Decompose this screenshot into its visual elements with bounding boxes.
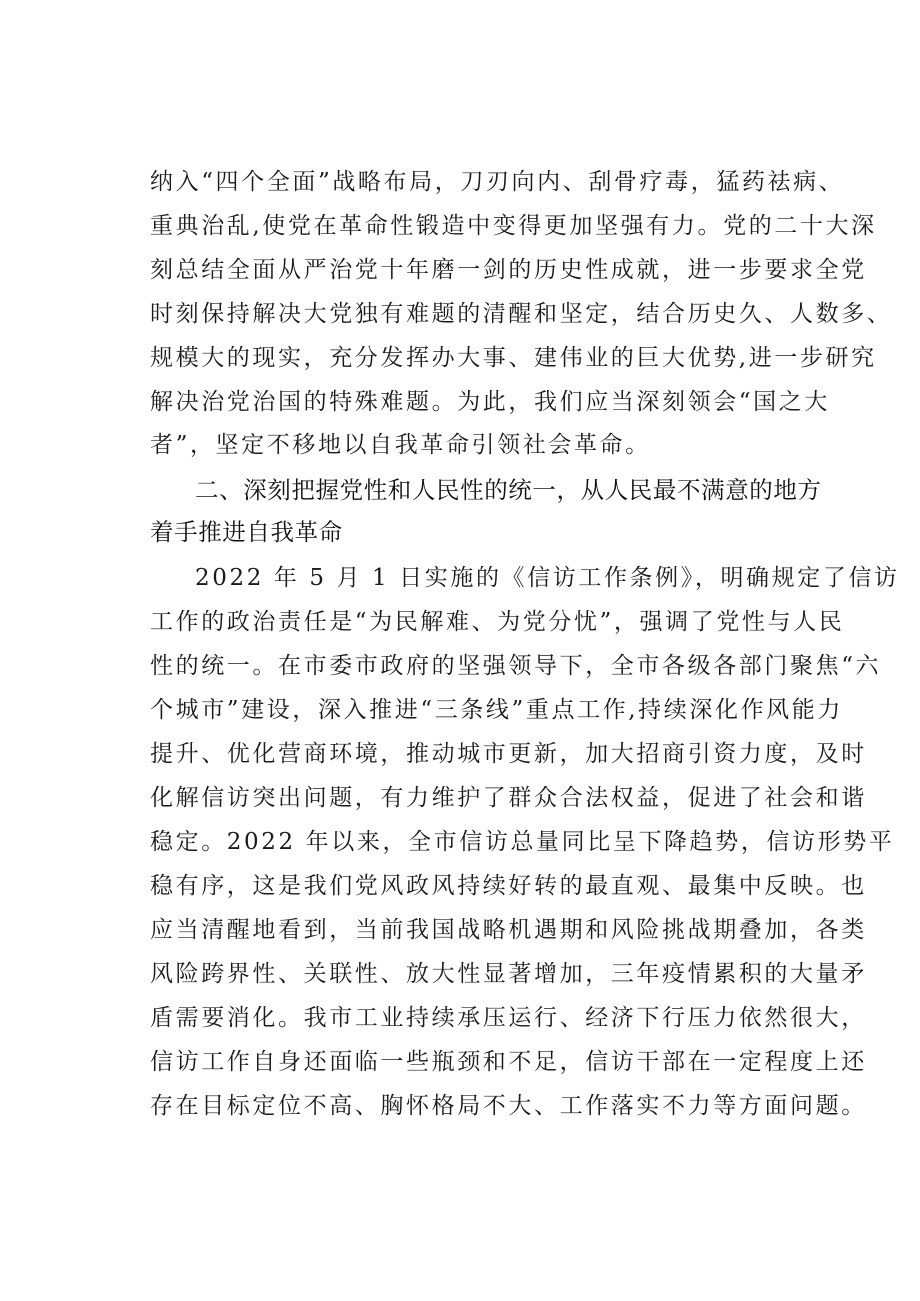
paragraph-line: 个城市”建设，深入推进“三条线”重点工作,持续深化作风能力 bbox=[150, 697, 843, 723]
paragraph-line: 解决治党治国的特殊难题。为此，我们应当深刻领会“国之大 bbox=[150, 389, 830, 415]
paragraph-line: 存在目标定位不高、胸怀格局不大、工作落实不力等方面问题。 bbox=[150, 1093, 867, 1119]
paragraph-line: 工作的政治责任是“为民解难、为党分忧”，强调了党性与人民 bbox=[150, 609, 845, 635]
paragraph-line: 者”，坚定不移地以自我革命引领社会革命。 bbox=[150, 432, 651, 458]
section-heading: 二、深刻把握党性和人民性的统一，从人民最不满意的地方 bbox=[195, 476, 822, 504]
paragraph-line: 性的统一。在市委市政府的坚强领导下，全市各级各部门聚焦“六 bbox=[150, 653, 882, 679]
paragraph-line: 化解信访突出问题，有力维护了群众合法权益，促进了社会和谐 bbox=[150, 785, 867, 811]
paragraph-line: 稳有序，这是我们党风政风持续好转的最直观、最集中反映。也 bbox=[150, 873, 867, 899]
paragraph-line: 信访工作自身还面临一些瓶颈和不足，信访干部在一定程度上还 bbox=[150, 1049, 867, 1075]
paragraph-line: 2022 年 5 月 1 日实施的《信访工作条例》，明确规定了信访 bbox=[195, 565, 900, 591]
paragraph-line: 风险跨界性、关联性、放大性显著增加，三年疫情累积的大量矛 bbox=[150, 961, 867, 987]
paragraph-line: 应当清醒地看到，当前我国战略机遇期和风险挑战期叠加，各类 bbox=[150, 917, 867, 943]
paragraph-line: 时刻保持解决大党独有难题的清醒和坚定，结合历史久、人数多、 bbox=[150, 301, 893, 327]
paragraph-line: 稳定。2022 年以来，全市信访总量同比呈下降趋势，信访形势平 bbox=[150, 829, 895, 855]
paragraph-line: 提升、优化营商环境，推动城市更新，加大招商引资力度，及时 bbox=[150, 741, 867, 767]
paragraph-line: 盾需要消化。我市工业持续承压运行、经济下行压力依然很大， bbox=[150, 1005, 867, 1031]
paragraph-line: 纳入“四个全面”战略布局，刀刃向内、刮骨疗毒，猛药祛病、 bbox=[150, 169, 845, 195]
paragraph-line: 刻总结全面从严治党十年磨一剑的历史性成就，进一步要求全党 bbox=[150, 257, 867, 283]
paragraph-line: 规模大的现实，充分发挥办大事、建伟业的巨大优势,进一步研究 bbox=[150, 345, 877, 371]
paragraph-line: 重典治乱,使党在革命性锻造中变得更加坚强有力。党的二十大深 bbox=[150, 213, 877, 239]
section-heading-continued: 着手推进自我革命 bbox=[150, 518, 343, 546]
